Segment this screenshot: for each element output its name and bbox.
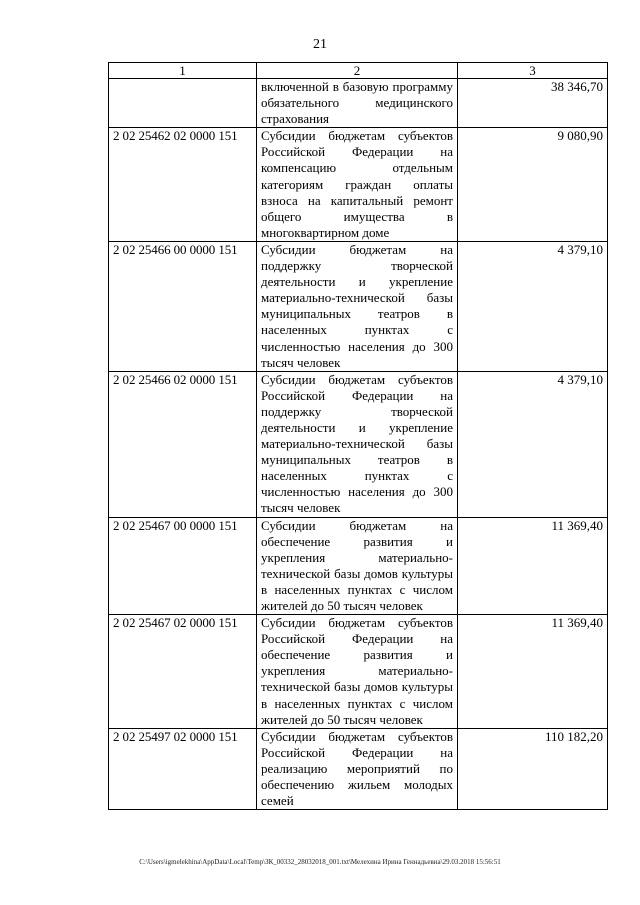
row-code: [109, 79, 257, 128]
document-footer-path: C:\Users\igmelekhina\AppData\Local\Temp\ЗК_00332_28032018_001.txt\Мелехина Ирина Геннадьевна\29.03.2018 15:56:51: [139, 858, 501, 866]
row-amount: 4 379,10: [458, 371, 608, 517]
table-row: [109, 728, 608, 809]
row-code: 2 02 25466 02 0000 151: [109, 371, 257, 517]
row-name: Субсидии бюджетам субъектов Российской Федерации на компенсацию отдельным категориям граждан оплаты взноса на капитальный ремонт общего имущества в многоквартирном доме: [257, 128, 458, 242]
table-row: [109, 128, 608, 242]
row-code: 2 02 25466 00 0000 151: [109, 241, 257, 371]
row-code: 2 02 25497 02 0000 151: [109, 728, 257, 809]
row-amount: 4 379,10: [458, 241, 608, 371]
row-code: 2 02 25462 02 0000 151: [109, 128, 257, 242]
row-amount: 11 369,40: [458, 615, 608, 729]
row-name: включенной в базовую программу обязательного медицинского страхования: [257, 79, 458, 128]
row-amount: 110 182,20: [458, 728, 608, 809]
page-number: 21: [313, 37, 327, 52]
table-header-row: [109, 63, 608, 79]
row-amount: 9 080,90: [458, 128, 608, 242]
table-row: [109, 517, 608, 615]
row-amount: 38 346,70: [458, 79, 608, 128]
table-row: [109, 241, 608, 371]
row-code: 2 02 25467 00 0000 151: [109, 517, 257, 615]
column-header-amount: 3: [458, 63, 608, 79]
table-row: [109, 615, 608, 729]
row-amount: 11 369,40: [458, 517, 608, 615]
row-name: Субсидии бюджетам субъектов Российской Федерации на поддержку творческой деятельности и укрепление материально-технической базы муниципальных театров в населенных пунктах с численностью населения до 300 тысяч человек: [257, 371, 458, 517]
row-name: Субсидии бюджетам субъектов Российской Федерации на обеспечение развития и укрепления материально-технической базы домов культуры в населенных пунктах с числом жителей до 50 тысяч человек: [257, 615, 458, 729]
row-name: Субсидии бюджетам субъектов Российской Федерации на реализацию мероприятий по обеспечению жильем молодых семей: [257, 728, 458, 809]
table-row: [109, 371, 608, 517]
row-code: 2 02 25467 02 0000 151: [109, 615, 257, 729]
budget-table: [108, 62, 608, 810]
column-header-code: 1: [109, 63, 257, 79]
table-row: [109, 79, 608, 128]
row-name: Субсидии бюджетам на поддержку творческой деятельности и укрепление материально-технической базы муниципальных театров в населенных пунктах с численностью населения до 300 тысяч человек: [257, 241, 458, 371]
column-header-name: 2: [257, 63, 458, 79]
row-name: Субсидии бюджетам на обеспечение развития и укрепления материально-технической базы домов культуры в населенных пунктах с числом жителей до 50 тысяч человек: [257, 517, 458, 615]
